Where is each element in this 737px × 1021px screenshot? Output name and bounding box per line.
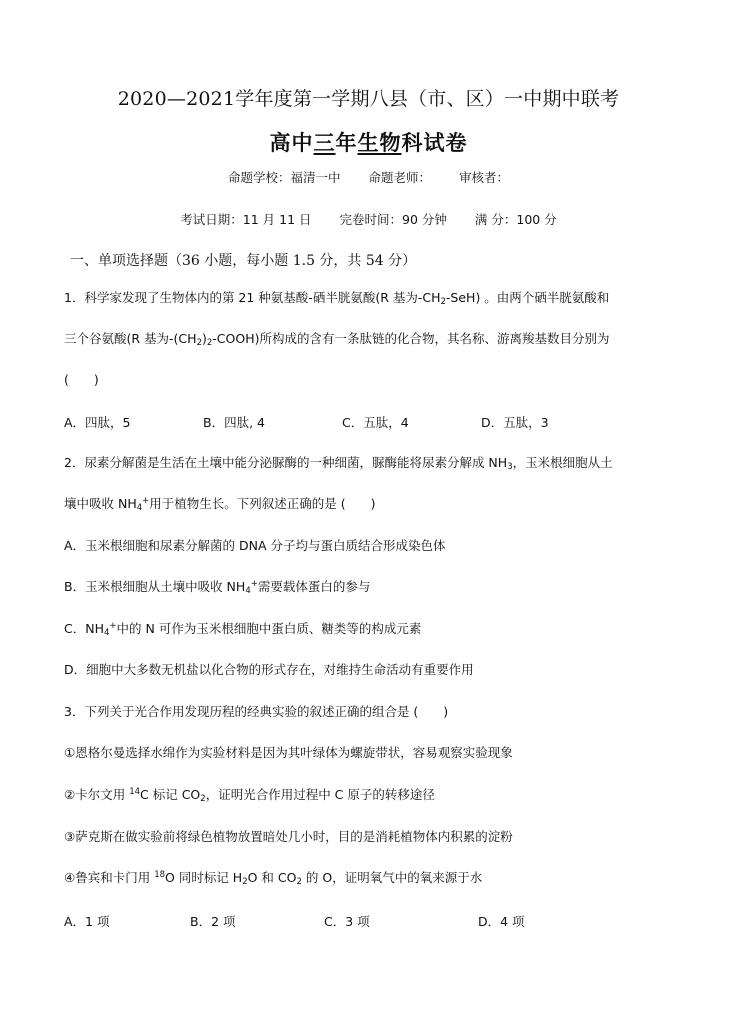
subscript: 4 bbox=[245, 586, 251, 596]
subscript: 4 bbox=[136, 503, 143, 513]
text: ，证明光合作用过程中 C 原子的转移途径 bbox=[205, 787, 435, 802]
text: 1．科学家发现了生物体内的第 21 种氨基酸-硒半胱氨酸(R 基为-CH bbox=[64, 290, 441, 305]
exam-date: 考试日期：11 月 11 日 bbox=[180, 212, 312, 227]
question-2-line-2 bbox=[64, 496, 376, 512]
text: 三个谷氨酸(R 基为-(CH bbox=[64, 331, 197, 346]
question-1-line-1 bbox=[64, 290, 609, 306]
superscript: + bbox=[250, 579, 258, 589]
text: 壤中吸收 NH bbox=[64, 496, 137, 511]
subscript: 2 bbox=[206, 338, 213, 348]
question-3-stem: 3．下列关于光合作用发现历程的经典实验的叙述正确的组合是 ( ) bbox=[64, 704, 449, 719]
section-title: 一、单项选择题（36 小题，每小题 1.5 分，共 54 分） bbox=[70, 253, 417, 269]
superscript: 18 bbox=[154, 870, 166, 880]
text: 用于植物生长。下列叙述正确的是 ( ) bbox=[149, 496, 376, 511]
exam-subtitle bbox=[0, 127, 737, 157]
school-label: 命题学校：福清一中 bbox=[227, 170, 341, 185]
question-2-line-1 bbox=[64, 455, 613, 471]
exam-full-score: 满 分：100 分 bbox=[474, 212, 557, 227]
exam-duration: 完卷时间：90 分钟 bbox=[339, 212, 447, 227]
subscript: 2 bbox=[242, 877, 248, 887]
text: O 和 CO bbox=[247, 870, 297, 885]
text: 中的 N 可作为玉米根细胞中蛋白质、糖类等的构成元素 bbox=[116, 621, 422, 636]
text: C 标记 CO bbox=[140, 787, 201, 802]
text: ④鲁宾和卡门用 bbox=[64, 870, 155, 885]
text: -COOH)所构成的含有一条肽链的化合物，其名称、游离羧基数目分别为 bbox=[212, 331, 610, 346]
superscript: 14 bbox=[129, 787, 141, 797]
subtitle-subject: 生物 bbox=[357, 130, 402, 155]
q1-option-d: D．五肽，3 bbox=[481, 415, 549, 430]
q3-item-2 bbox=[64, 787, 435, 803]
text: O 同时标记 H bbox=[165, 870, 243, 885]
text: 的 O，证明氧气中的氧来源于水 bbox=[301, 870, 483, 885]
question-1-line-2 bbox=[64, 331, 610, 347]
q2-option-c bbox=[64, 621, 421, 637]
q3-item-4 bbox=[64, 870, 482, 886]
superscript: + bbox=[142, 496, 150, 506]
exam-title: 2020—2021学年度第一学期八县（市、区）一中期中联考 bbox=[117, 88, 620, 110]
question-1-answer-blank: ( ) bbox=[64, 372, 99, 387]
q1-option-b: B．四肽, 4 bbox=[203, 415, 265, 430]
text: 需要载体蛋白的参与 bbox=[257, 579, 371, 594]
text: B．玉米根细胞从土壤中吸收 NH bbox=[64, 579, 246, 594]
q3-option-d: D．4 项 bbox=[478, 914, 525, 929]
q1-option-c: C．五肽，4 bbox=[342, 415, 409, 430]
subtitle-part: 科试卷 bbox=[401, 130, 468, 155]
subscript: 2 bbox=[196, 338, 202, 348]
reviewer-label: 审核者： bbox=[459, 170, 510, 185]
q3-option-c: C．3 项 bbox=[324, 914, 370, 929]
subscript: 3 bbox=[507, 462, 513, 472]
text: 2．尿素分解菌是生活在土壤中能分泌脲酶的一种细菌，脲酶能将尿素分解成 NH bbox=[64, 455, 508, 470]
teacher-label: 命题老师： bbox=[368, 170, 431, 185]
q2-option-b bbox=[64, 579, 370, 595]
exam-credits bbox=[0, 168, 737, 186]
subscript: 4 bbox=[103, 628, 110, 638]
subtitle-part: 高中 bbox=[269, 130, 314, 155]
subtitle-part: 年 bbox=[335, 130, 358, 155]
q3-item-3: ③萨克斯在做实验前将绿色植物放置暗处几小时，目的是消耗植物体内积累的淀粉 bbox=[64, 829, 513, 844]
q2-option-d: D．细胞中大多数无机盐以化合物的形式存在，对维持生命活动有重要作用 bbox=[64, 662, 474, 677]
text: ，玉米根细胞从土 bbox=[512, 455, 613, 470]
subscript: 2 bbox=[296, 877, 302, 887]
text: C．NH bbox=[64, 621, 104, 636]
q1-option-a: A．四肽，5 bbox=[64, 415, 131, 430]
subtitle-grade: 三 bbox=[313, 130, 336, 155]
q3-item-1: ①恩格尔曼选择水绵作为实验材料是因为其叶绿体为螺旋带状，容易观察实验现象 bbox=[64, 745, 513, 760]
subscript: 2 bbox=[200, 794, 206, 804]
q3-option-b: B．2 项 bbox=[190, 914, 236, 929]
text: -SeH) 。由两个硒半胱氨酸和 bbox=[445, 290, 610, 305]
q2-option-a: A．玉米根细胞和尿素分解菌的 DNA 分子均与蛋白质结合形成染色体 bbox=[64, 538, 446, 553]
exam-info bbox=[0, 210, 737, 228]
superscript: + bbox=[109, 621, 117, 631]
text: ②卡尔文用 bbox=[64, 787, 130, 802]
q3-option-a: A．1 项 bbox=[64, 914, 110, 929]
text: ) bbox=[201, 331, 207, 346]
subscript: 2 bbox=[440, 297, 446, 307]
